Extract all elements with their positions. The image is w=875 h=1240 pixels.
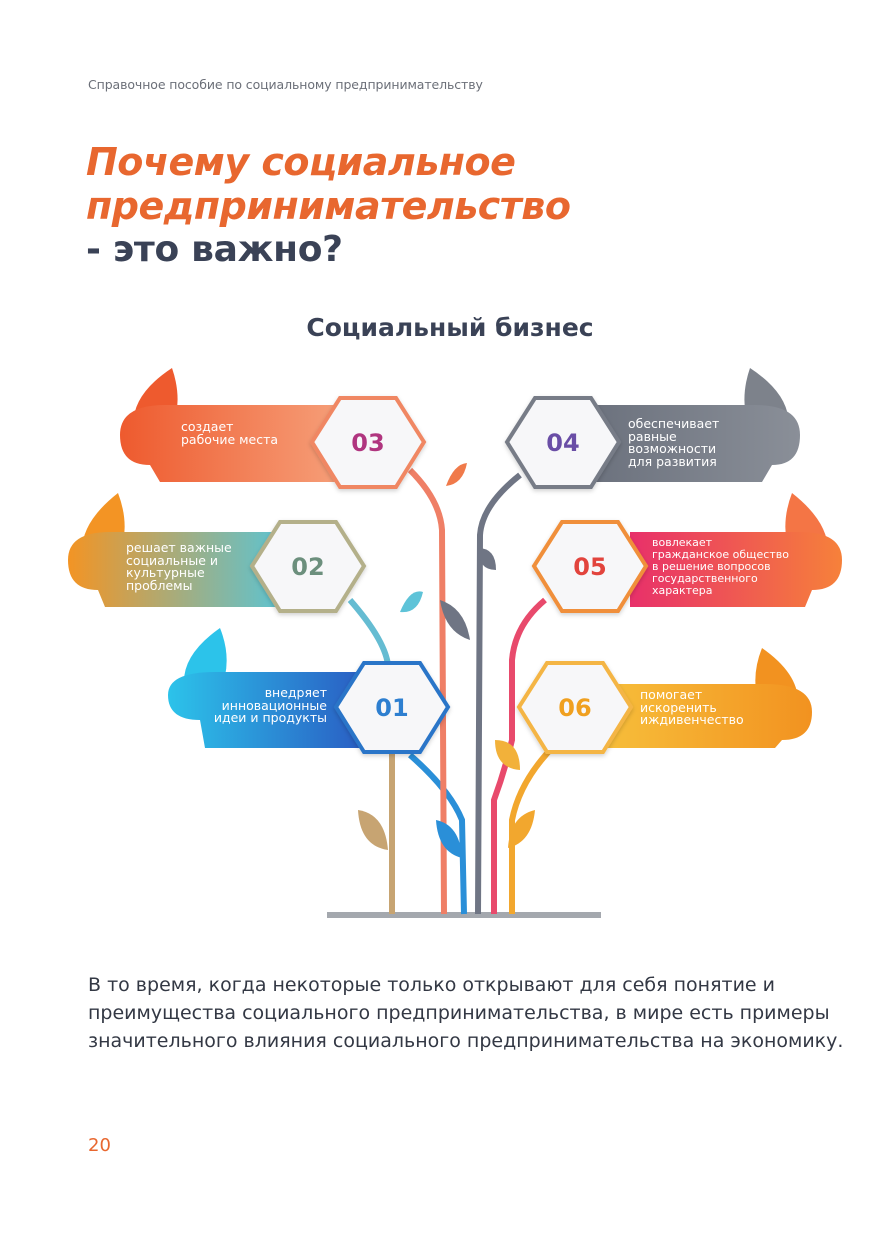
number-05: 05 <box>573 553 607 581</box>
title-line-2: предпринимательство <box>86 184 571 228</box>
leaf-icon <box>358 810 388 850</box>
leaf-icon <box>400 591 423 612</box>
page-title <box>86 140 570 272</box>
item-01-label: внедряет инновационные идеи и продукты <box>213 685 327 725</box>
item-02-label: решает важные социальные и культурные проблемы <box>126 540 232 593</box>
item-05-label: вовлекает гражданское общество в решение вопросов государственного характера <box>652 536 789 597</box>
number-04: 04 <box>546 429 580 457</box>
leaf-icon <box>495 740 520 770</box>
number-01: 01 <box>375 694 409 722</box>
running-header: Справочное пособие по социальному предпринимательству <box>88 77 483 92</box>
social-business-tree-infographic <box>0 355 875 925</box>
stem-02 <box>350 600 388 665</box>
infographic-heading: Социальный бизнес <box>306 313 594 342</box>
leaf-icon <box>436 820 462 858</box>
item-03-label: создает рабочие места <box>181 419 279 447</box>
number-06: 06 <box>558 694 592 722</box>
item-04-label: обеспечивает равные возможности для развития <box>628 416 720 469</box>
body-paragraph: В то время, когда некоторые только открывают для себя понятие и преимущества социального предпринимательства, в мире есть примеры значительного влияния социального предпринимательства на экономику. <box>88 974 844 1052</box>
page-number: 20 <box>88 1135 111 1156</box>
leaf-icon <box>446 463 467 486</box>
number-02: 02 <box>291 553 325 581</box>
title-line-3: - это важно? <box>86 229 343 270</box>
title-line-1: Почему социальное <box>86 140 516 184</box>
item-06-label: помогает искоренить иждивенчество <box>640 687 744 727</box>
number-03: 03 <box>351 429 385 457</box>
